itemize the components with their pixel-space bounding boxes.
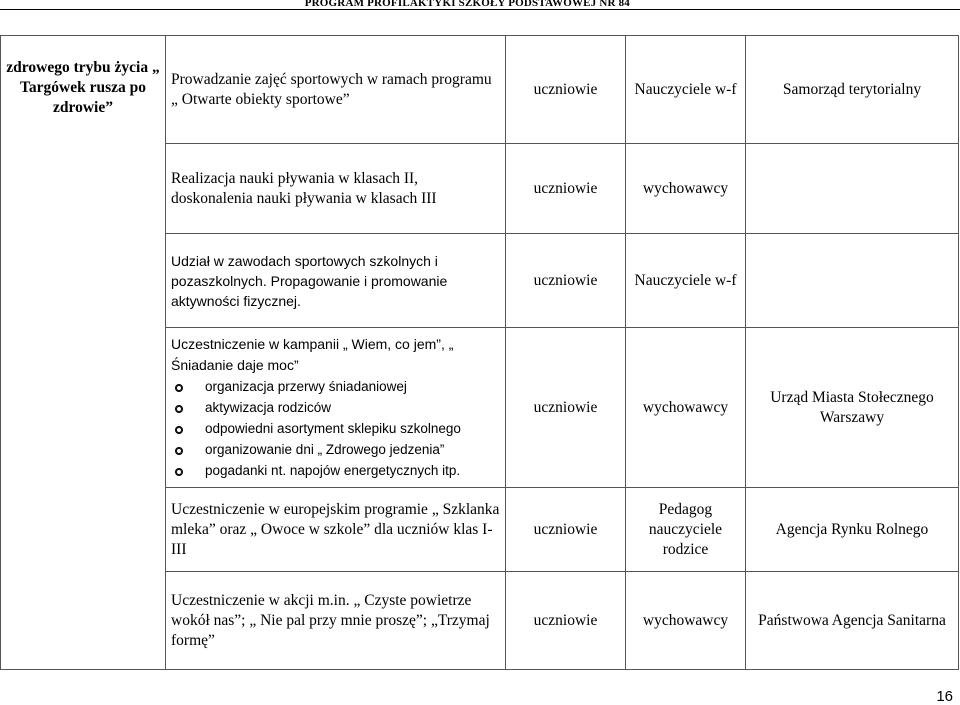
- responsible-cell: wychowawcy: [626, 328, 746, 488]
- participants-cell: uczniowie: [506, 36, 626, 144]
- activity-text: Uczestniczenie w kampanii „ Wiem, co jem”, „ Śniadanie daje moc”: [171, 336, 454, 373]
- list-item: pogadanki nt. napojów energetycznych itp.: [171, 460, 501, 481]
- participants-cell: uczniowie: [506, 488, 626, 572]
- activity-cell: [166, 234, 506, 328]
- activity-text: Udział w zawodach sportowych szkolnych i pozaszkolnych. Propagowanie i promowanie aktywności fizycznej.: [171, 252, 448, 309]
- partners-cell: Państwowa Agencja Sanitarna: [746, 572, 959, 670]
- activity-cell: Uczestniczenie w akcji m.in. „ Czyste powietrze wokół nas”; „ Nie pal przy mnie proszę”; „Trzymaj formę”: [166, 572, 506, 670]
- list-item: organizacja przerwy śniadaniowej: [171, 376, 501, 397]
- partners-cell: [746, 144, 959, 234]
- participants-cell: uczniowie: [506, 328, 626, 488]
- header-title: PROGRAM PROFILAKTYKI SZKOŁY PODSTAWOWEJ NR 84: [304, 0, 630, 9]
- responsible-cell: Nauczyciele w-f: [626, 234, 746, 328]
- activity-cell: [166, 328, 506, 488]
- topic-cell: [1, 36, 166, 670]
- responsible-cell: Pedagog nauczyciele rodzice: [626, 488, 746, 572]
- activity-cell: Prowadzanie zajęć sportowych w ramach programu „ Otwarte obiekty sportowe”: [166, 36, 506, 144]
- participants-cell: uczniowie: [506, 572, 626, 670]
- topic-text: zdrowego trybu życia „ Targówek rusza po zdrowie”: [6, 59, 160, 116]
- partners-cell: Agencja Rynku Rolnego: [746, 488, 959, 572]
- activity-cell: Uczestniczenie w europejskim programie „ Szklanka mleka” oraz „ Owoce w szkole” dla uczniów klas I-III: [166, 488, 506, 572]
- participants-cell: uczniowie: [506, 234, 626, 328]
- bullet-list: [171, 376, 501, 481]
- partners-cell: Urząd Miasta Stołecznego Warszawy: [746, 328, 959, 488]
- partners-cell: Samorząd terytorialny: [746, 36, 959, 144]
- responsible-cell: Nauczyciele w-f: [626, 36, 746, 144]
- page-number: 16: [936, 688, 953, 705]
- activity-cell: Realizacja nauki pływania w klasach II, doskonalenia nauki pływania w klasach III: [166, 144, 506, 234]
- partners-cell: [746, 234, 959, 328]
- program-table: [0, 35, 959, 670]
- table-row: [1, 36, 959, 144]
- page-header: [0, 0, 960, 10]
- list-item: odpowiedni asortyment sklepiku szkolnego: [171, 418, 501, 439]
- list-item: organizowanie dni „ Zdrowego jedzenia”: [171, 439, 501, 460]
- responsible-cell: wychowawcy: [626, 144, 746, 234]
- responsible-cell: wychowawcy: [626, 572, 746, 670]
- participants-cell: uczniowie: [506, 144, 626, 234]
- list-item: aktywizacja rodziców: [171, 397, 501, 418]
